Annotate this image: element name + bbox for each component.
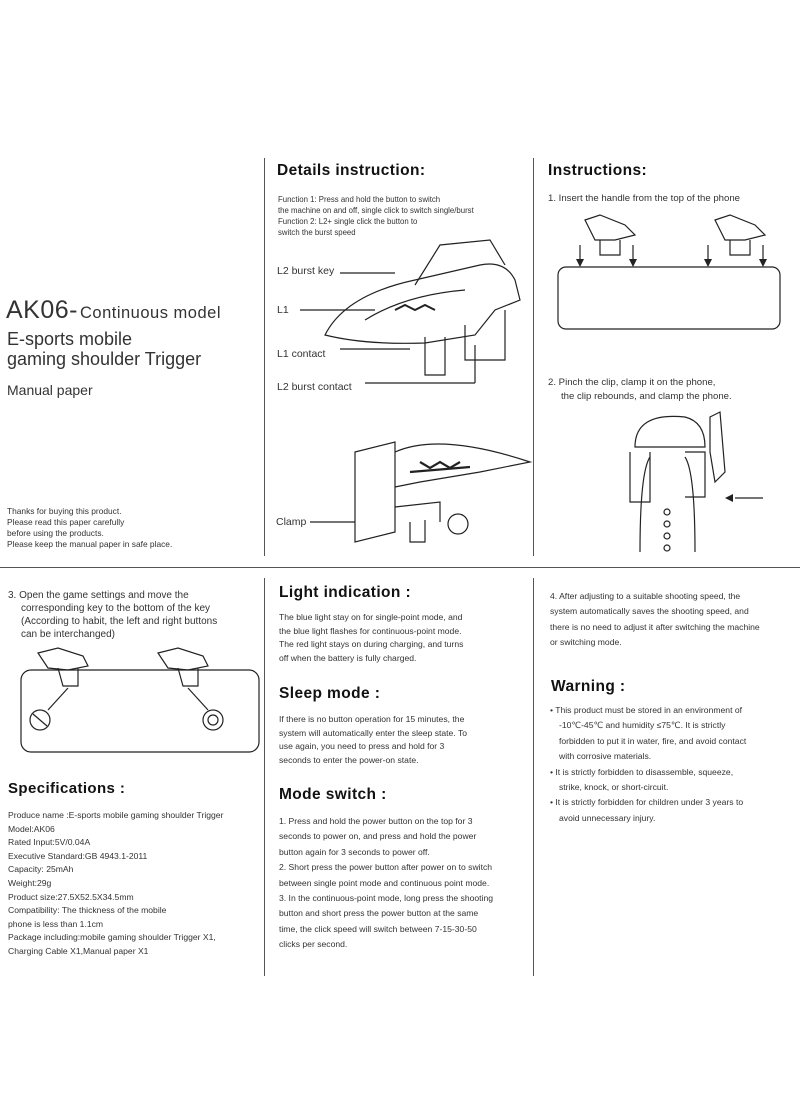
phone-insert-illustration-icon bbox=[555, 215, 785, 335]
spec-line: Rated Input:5V/0.04A bbox=[8, 837, 91, 848]
spec-line: Package including:mobile gaming shoulder Trigger X1, bbox=[8, 932, 216, 943]
spec-line: Produce name :E-sports mobile gaming shoulder Trigger bbox=[8, 810, 224, 820]
divider-top-right bbox=[533, 158, 534, 556]
spec-line: Executive Standard:GB 4943.1-2011 bbox=[8, 850, 148, 861]
thanks-line: Thanks for buying this product. bbox=[7, 506, 122, 516]
thanks-line: Please read this paper carefully bbox=[7, 517, 125, 527]
model-heading bbox=[6, 296, 221, 325]
details-heading: Details instruction: bbox=[277, 162, 426, 179]
divider-bottom-left bbox=[264, 578, 265, 976]
warning-line: • It is strictly forbidden for children under 3 years to bbox=[550, 797, 744, 808]
mode-heading: Mode switch : bbox=[279, 786, 387, 803]
sleep-line: If there is no button operation for 15 minutes, the bbox=[279, 714, 465, 724]
thanks-block bbox=[7, 506, 172, 550]
instructions-heading: Instructions: bbox=[548, 162, 648, 179]
divider-bottom-right bbox=[533, 578, 534, 976]
light-line: off when the battery is fully charged. bbox=[279, 652, 417, 663]
spec-line: Model:AK06 bbox=[8, 823, 55, 834]
spec-line: Charging Cable X1,Manual paper X1 bbox=[8, 945, 149, 956]
light-line: The red light stays on during charging, and turns bbox=[279, 639, 464, 650]
manual-subtitle: Manual paper bbox=[7, 382, 93, 398]
label-l1: L1 bbox=[277, 304, 289, 316]
spec-line: Product size:27.5X52.5X34.5mm bbox=[8, 891, 134, 902]
mode-text bbox=[279, 814, 493, 953]
warning-line: avoid unnecessary injury. bbox=[559, 812, 656, 823]
mode-line: 1. Press and hold the power button on the top for 3 bbox=[279, 816, 473, 826]
spec-line: phone is less than 1.1cm bbox=[8, 918, 104, 929]
function-line: switch the burst speed bbox=[278, 228, 356, 237]
mode-line: time, the click speed will switch between 7-15-30-50 bbox=[279, 923, 477, 934]
light-heading: Light indication : bbox=[279, 584, 412, 601]
specifications-heading: Specifications : bbox=[8, 780, 126, 797]
mode-line: 2. Short press the power button after power on to switch bbox=[279, 862, 493, 873]
title-line2: gaming shoulder Trigger bbox=[7, 349, 202, 369]
spec-line: Weight:29g bbox=[8, 877, 52, 888]
trigger-illustration-icon bbox=[265, 225, 525, 405]
warning-line: • It is strictly forbidden to disassemble, squeeze, bbox=[550, 766, 734, 777]
mode-line: button and short press the power button at the same bbox=[279, 908, 479, 919]
step3-line: can be interchanged) bbox=[21, 629, 115, 640]
step4-line: there is no need to adjust it after switching the machine bbox=[550, 621, 760, 632]
mode-line: 3. In the continuous-point mode, long press the shooting bbox=[279, 893, 494, 904]
sleep-line: system will automatically enter the sleep state. To bbox=[279, 727, 468, 738]
light-line: the blue light flashes for continuous-point mode. bbox=[279, 625, 462, 636]
model-sub: Continuous model bbox=[79, 304, 221, 322]
step4-line: system automatically saves the shooting speed, and bbox=[550, 606, 749, 617]
function-line: the machine on and off, single click to switch single/burst bbox=[278, 206, 474, 215]
warning-list bbox=[550, 703, 746, 826]
label-clamp: Clamp bbox=[276, 516, 307, 528]
mode-line: between single point mode and continuous point mode. bbox=[279, 877, 490, 888]
step3-text bbox=[8, 589, 217, 641]
warning-line: forbidden to put it in water, fire, and avoid contact bbox=[559, 735, 747, 746]
sleep-line: seconds to enter the power-on state. bbox=[279, 754, 419, 765]
sleep-heading: Sleep mode : bbox=[279, 685, 381, 702]
label-l2-burst-contact: L2 burst contact bbox=[277, 381, 352, 393]
step3-line: 3. Open the game settings and move the bbox=[8, 590, 189, 601]
divider-horizontal bbox=[0, 567, 800, 568]
instruction-step2-line1: 2. Pinch the clip, clamp it on the phone, bbox=[548, 377, 716, 388]
spec-line: Capacity: 25mAh bbox=[8, 864, 74, 875]
step4-text bbox=[550, 589, 760, 651]
clamp-illustration-icon bbox=[300, 432, 500, 552]
function-line: Function 2: L2+ single click the button to bbox=[278, 217, 418, 226]
instruction-step2-line2: the clip rebounds, and clamp the phone. bbox=[561, 391, 732, 402]
mode-line: seconds to power on, and press and hold the power bbox=[279, 831, 477, 842]
label-l2-burst-key: L2 burst key bbox=[277, 265, 335, 277]
label-l1-contact: L1 contact bbox=[277, 348, 326, 360]
specifications-list bbox=[8, 809, 223, 959]
step4-line: or switching mode. bbox=[550, 637, 622, 648]
mode-line: clicks per second. bbox=[279, 939, 348, 950]
spec-line: Compatibility: The thickness of the mobile bbox=[8, 905, 167, 916]
model-code: AK06- bbox=[6, 296, 78, 324]
thanks-line: Please keep the manual paper in safe place. bbox=[7, 539, 173, 549]
warning-line: • This product must be stored in an environment of bbox=[550, 705, 743, 715]
title-line1: E-sports mobile bbox=[7, 329, 133, 349]
step3-line: corresponding key to the bottom of the key bbox=[21, 603, 210, 614]
warning-heading: Warning : bbox=[551, 678, 626, 695]
light-text bbox=[279, 611, 463, 665]
function-line: Function 1: Press and hold the button to switch bbox=[278, 195, 441, 204]
sleep-text bbox=[279, 713, 467, 767]
light-line: The blue light stay on for single-point mode, and bbox=[279, 612, 463, 622]
instruction-step1: 1. Insert the handle from the top of the phone bbox=[548, 193, 741, 204]
game-layout-illustration-icon bbox=[18, 648, 263, 758]
warning-line: -10℃-45℃ and humidity ≤75℃. It is strictly bbox=[559, 720, 726, 731]
clip-clamp-illustration-icon bbox=[625, 412, 775, 562]
thanks-line: before using the products. bbox=[7, 528, 104, 538]
warning-line: strike, knock, or short-circuit. bbox=[559, 782, 669, 793]
mode-line: button again for 3 seconds to power off. bbox=[279, 846, 430, 857]
sleep-line: use again, you need to press and hold for 3 bbox=[279, 741, 445, 752]
step4-line: 4. After adjusting to a suitable shooting speed, the bbox=[550, 591, 741, 601]
step3-line: (According to habit, the left and right buttons bbox=[21, 616, 218, 627]
warning-line: with corrosive materials. bbox=[559, 751, 652, 762]
